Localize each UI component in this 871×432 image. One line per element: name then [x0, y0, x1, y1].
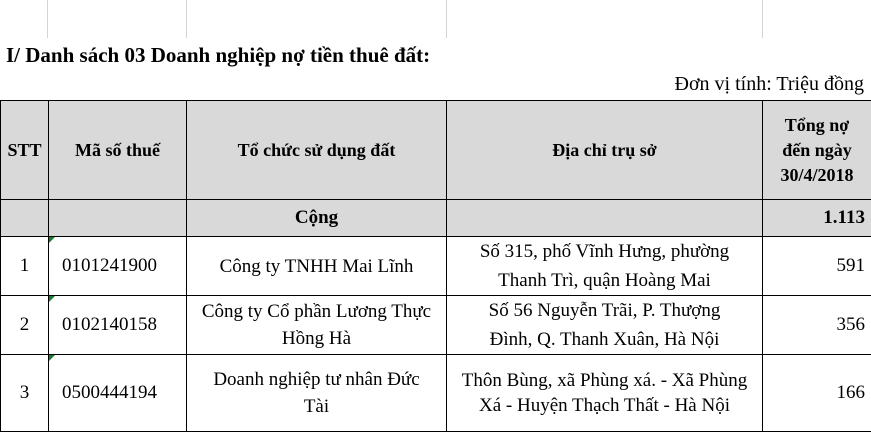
- row-organization[interactable]: Công ty TNHH Mai Lĩnh: [187, 237, 447, 296]
- row-tax-code[interactable]: 0102140158: [49, 296, 187, 355]
- header-row: [1, 101, 871, 200]
- sheet-title: I/ Danh sách 03 Doanh nghiệp nợ tiền thuê đất:: [6, 43, 430, 68]
- table-row: [1, 237, 871, 296]
- row-tax-code[interactable]: 0500444194: [49, 355, 187, 432]
- total-label[interactable]: Cộng: [187, 200, 447, 237]
- header-organization[interactable]: Tổ chức sử dụng đất: [187, 101, 447, 200]
- table-row: [1, 296, 871, 355]
- total-addr-cell[interactable]: [447, 200, 763, 237]
- header-tax-code[interactable]: Mã số thuế: [49, 101, 187, 200]
- header-total-debt-line1: Tổng nợ: [763, 113, 871, 138]
- row-address[interactable]: Số 315, phố Vĩnh Hưng, phường Thanh Trì, quận Hoàng Mai: [447, 237, 763, 296]
- debt-table: [0, 100, 871, 432]
- row-debt[interactable]: 591: [763, 237, 871, 296]
- row-address[interactable]: Số 56 Nguyễn Trãi, P. Thượng Đình, Q. Thanh Xuân, Hà Nội: [447, 296, 763, 355]
- table-row: [1, 355, 871, 432]
- row-debt[interactable]: 356: [763, 296, 871, 355]
- header-total-debt-line3: 30/4/2018: [763, 163, 871, 188]
- unit-label: Đơn vị tính: Triệu đồng: [675, 73, 865, 96]
- header-total-debt-line2: đến ngày: [763, 138, 871, 163]
- header-stt[interactable]: STT: [1, 101, 49, 200]
- row-debt[interactable]: 166: [763, 355, 871, 432]
- row-stt[interactable]: 2: [1, 296, 49, 355]
- spreadsheet-gridlines: [0, 0, 871, 38]
- row-stt[interactable]: 3: [1, 355, 49, 432]
- row-organization[interactable]: Công ty Cổ phần Lương Thực Hồng Hà: [187, 296, 447, 355]
- total-stt-cell[interactable]: [1, 200, 49, 237]
- row-address[interactable]: Thôn Bùng, xã Phùng xá. - Xã Phùng Xá - Huyện Thạch Thất - Hà Nội: [447, 355, 763, 432]
- row-tax-code[interactable]: 0101241900: [49, 237, 187, 296]
- total-tax-cell[interactable]: [49, 200, 187, 237]
- total-value[interactable]: 1.113: [763, 200, 871, 237]
- total-row: [1, 200, 871, 237]
- header-address[interactable]: Địa chỉ trụ sở: [447, 101, 763, 200]
- row-organization[interactable]: Doanh nghiệp tư nhân Đức Tài: [187, 355, 447, 432]
- header-total-debt[interactable]: [763, 101, 871, 200]
- row-stt[interactable]: 1: [1, 237, 49, 296]
